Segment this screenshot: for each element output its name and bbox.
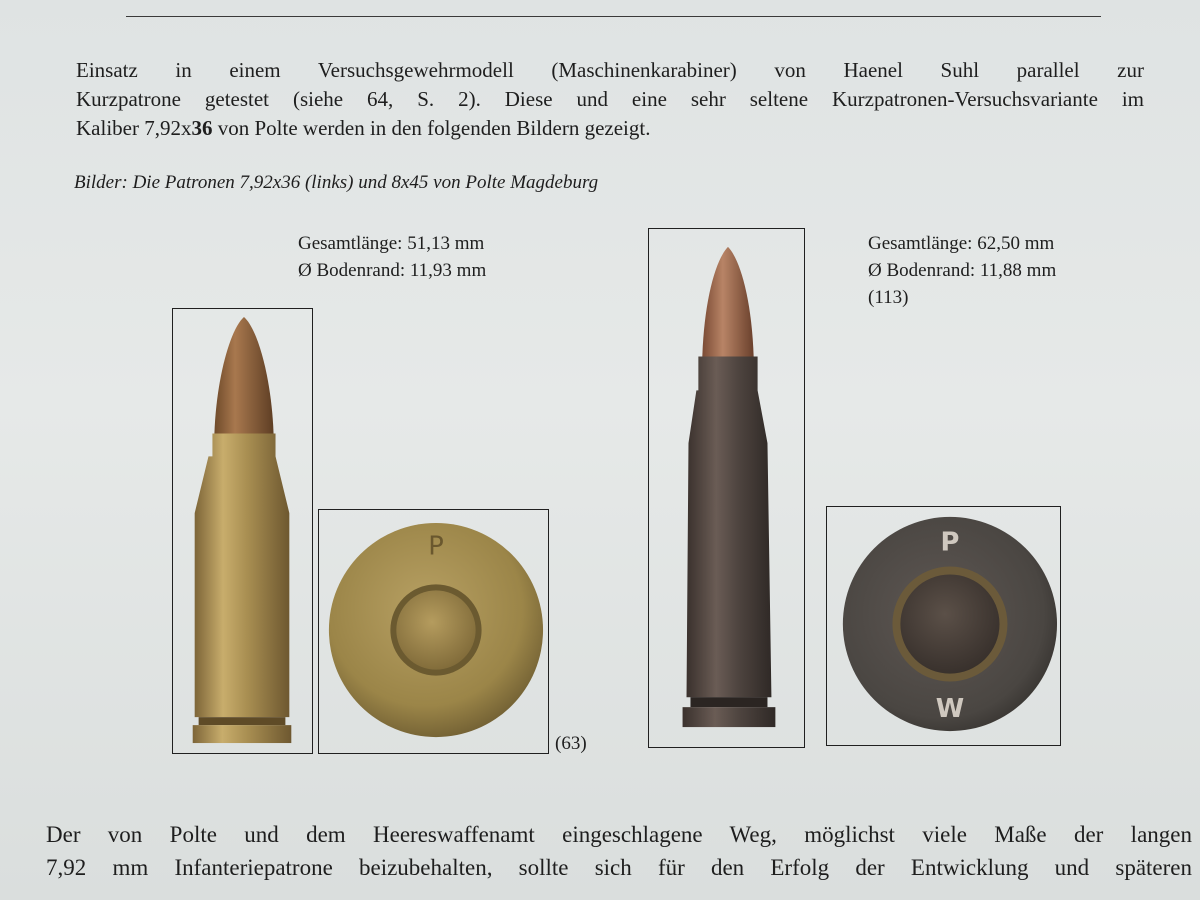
outro-line-2: 7,92 mm Infanteriepatrone beizubehalten, sollte sich für den Erfolg der Entwicklung und späteren (46, 855, 1192, 880)
case-rim (193, 725, 292, 743)
left-headstamp-photo (318, 509, 549, 754)
headstamp-letter-p: P (940, 527, 960, 558)
intro-caliber-bold: 36 (191, 116, 213, 140)
header-rule (126, 16, 1101, 17)
left-rim-diameter: Ø Bodenrand: 11,93 mm (298, 260, 487, 281)
intro-line-1: Einsatz in einem Versuchsgewehrmodell (Maschinenkarabiner) von Haenel Suhl parallel zur (76, 58, 1144, 82)
right-rim-diameter: Ø Bodenrand: 11,88 mm (868, 260, 1057, 281)
right-cartridge-specs (868, 230, 1056, 311)
case-extractor-groove (199, 717, 286, 725)
headstamp-letter-w: W (935, 694, 965, 725)
case-extractor-groove (690, 697, 767, 707)
brass-headstamp-image (319, 510, 548, 753)
left-cartridge-specs (298, 230, 486, 284)
steel-headstamp-image (827, 507, 1060, 745)
outro-line-1: Der von Polte und dem Heereswaffenamt eingeschlagene Weg, möglichst viele Maße der langen (46, 822, 1192, 847)
case-neck (687, 357, 772, 698)
case-neck (195, 433, 290, 717)
primer (396, 590, 475, 669)
left-total-length: Gesamtlänge: 51,13 mm (298, 233, 485, 254)
headstamp-letter-p: P (428, 531, 444, 562)
right-cartridge-side-photo (648, 228, 805, 748)
closing-paragraph (46, 818, 1192, 884)
intro-line-3-end: von Polte werden in den folgenden Bildern gezeigt. (212, 116, 651, 140)
primer (900, 574, 999, 673)
figure-caption: Bilder: Die Patronen 7,92x36 (links) und 8x45 von Polte Magdeburg (74, 172, 599, 193)
right-figure-number: (113) (868, 287, 909, 308)
intro-line-3 (76, 114, 1144, 143)
right-headstamp-photo (826, 506, 1061, 746)
case-rim (683, 707, 776, 727)
left-figure-number: (63) (555, 733, 587, 754)
left-cartridge-side-photo (172, 308, 313, 754)
right-total-length: Gesamtlänge: 62,50 mm (868, 233, 1055, 254)
intro-paragraph (76, 56, 1144, 143)
bullet-tip (214, 317, 273, 433)
steel-cartridge-image (649, 229, 804, 747)
brass-cartridge-image (173, 309, 312, 753)
bullet-tip (702, 247, 753, 357)
intro-line-3-start: Kaliber 7,92x (76, 116, 192, 140)
intro-line-2: Kurzpatrone getestet (siehe 64, S. 2). Diese und eine sehr seltene Kurzpatronen-Versuchsvariante im (76, 87, 1144, 111)
